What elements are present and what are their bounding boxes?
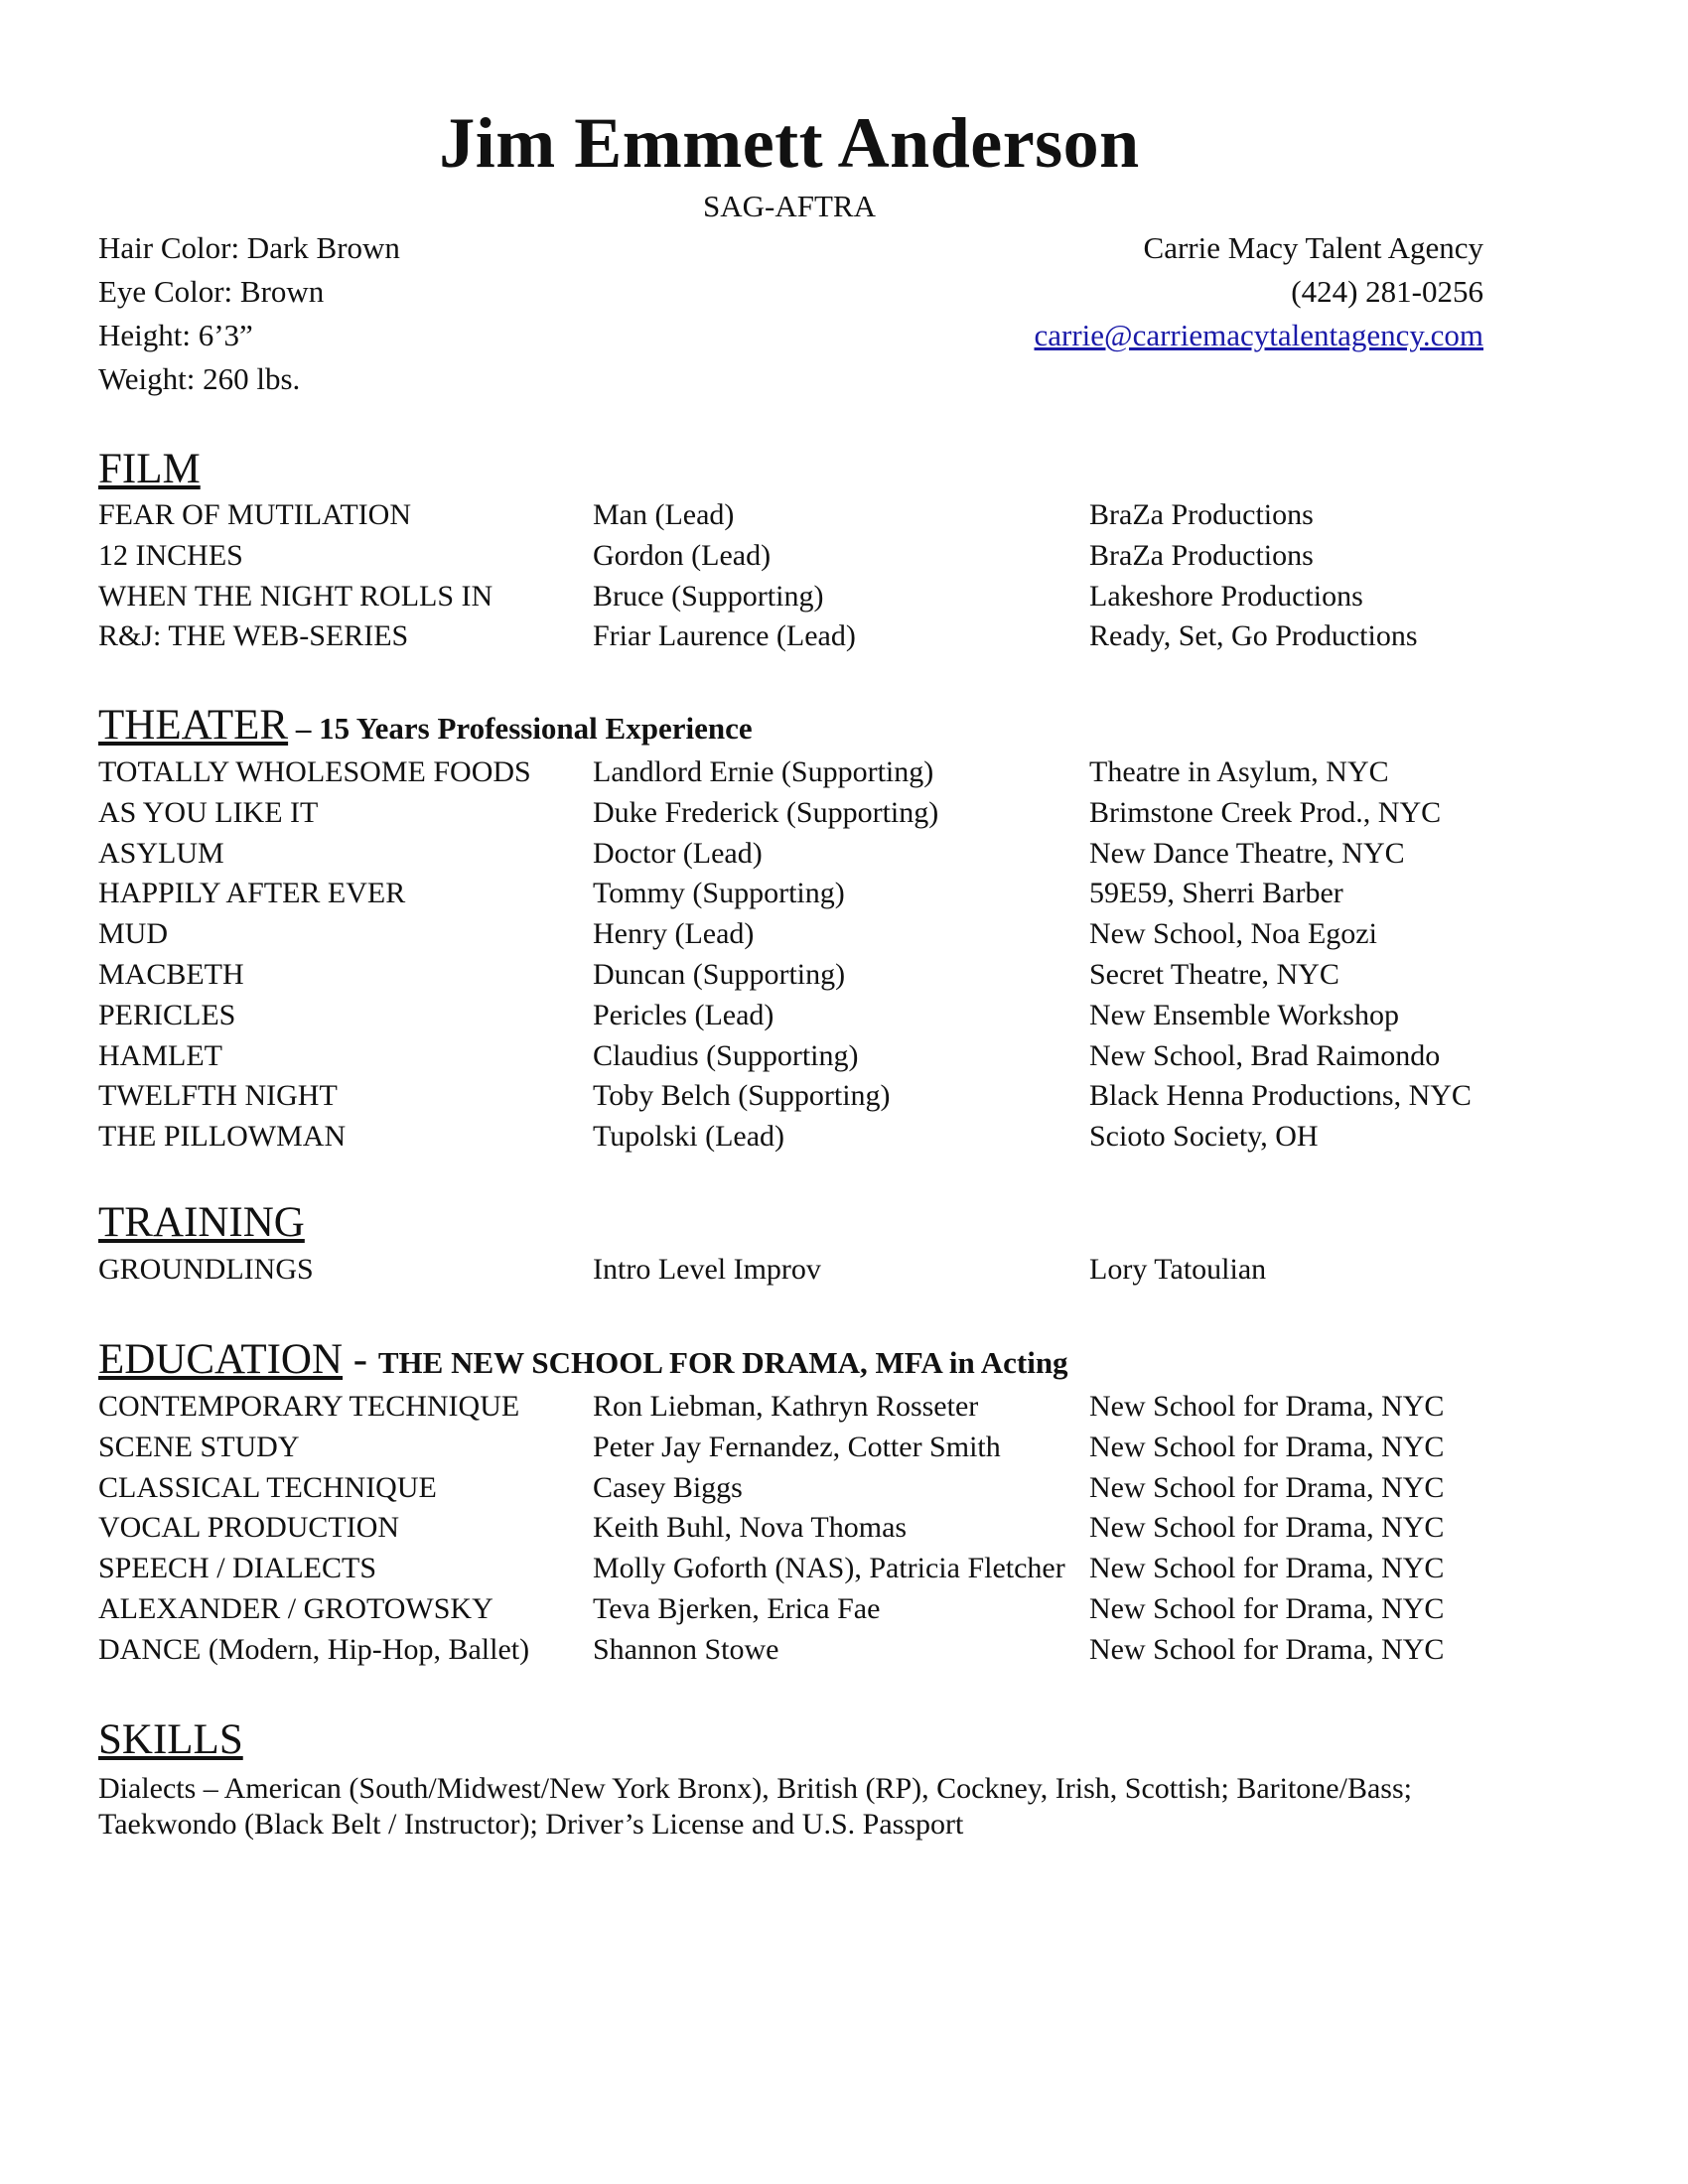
credit-role: Duncan (Supporting) (593, 957, 846, 991)
weight: Weight: 260 lbs. (98, 361, 301, 396)
credit-company: New School for Drama, NYC (1089, 1390, 1445, 1423)
union-affiliation: SAG-AFTRA (703, 189, 876, 223)
skills-heading (98, 1715, 243, 1765)
credit-title: CONTEMPORARY TECHNIQUE (98, 1390, 520, 1423)
credit-title: VOCAL PRODUCTION (98, 1511, 400, 1545)
credit-role: Casey Biggs (593, 1470, 743, 1504)
credit-company: New School, Noa Egozi (1089, 917, 1377, 951)
theater-heading (98, 701, 753, 753)
credit-role: Friar Laurence (Lead) (593, 619, 856, 653)
credit-role: Tommy (Supporting) (593, 877, 845, 910)
credit-company: Black Henna Productions, NYC (1089, 1079, 1472, 1113)
credit-title: GROUNDLINGS (98, 1253, 314, 1286)
credit-title: PERICLES (98, 998, 236, 1031)
credit-role: Duke Frederick (Supporting) (593, 795, 939, 829)
credit-role: Shannon Stowe (593, 1632, 779, 1666)
credit-company: Lakeshore Productions (1089, 579, 1363, 613)
education-title: EDUCATION (98, 1336, 344, 1383)
credit-role: Ron Liebman, Kathryn Rosseter (593, 1390, 979, 1423)
agency-email-link[interactable]: carrie@carriemacytalentagency.com (1034, 318, 1483, 352)
credit-role: Toby Belch (Supporting) (593, 1079, 891, 1113)
credit-role: Keith Buhl, Nova Thomas (593, 1511, 908, 1545)
film-title: FILM (98, 446, 201, 492)
credit-company: BraZa Productions (1089, 538, 1314, 572)
credit-company: New School for Drama, NYC (1089, 1552, 1445, 1585)
credit-company: New School for Drama, NYC (1089, 1511, 1445, 1545)
theater-subtitle: – 15 Years Professional Experience (288, 711, 753, 746)
credit-company: Secret Theatre, NYC (1089, 957, 1339, 991)
credit-role: Gordon (Lead) (593, 538, 772, 572)
credit-company: New Ensemble Workshop (1089, 998, 1399, 1031)
agency-phone: (424) 281-0256 (1291, 274, 1483, 309)
credit-company: Ready, Set, Go Productions (1089, 619, 1418, 653)
credit-role: Claudius (Supporting) (593, 1038, 859, 1072)
credit-company: New School for Drama, NYC (1089, 1430, 1445, 1463)
credit-title: DANCE (Modern, Hip-Hop, Ballet) (98, 1632, 530, 1666)
agency-contact (1035, 226, 1484, 357)
credit-company: Scioto Society, OH (1089, 1120, 1319, 1154)
credit-company: BraZa Productions (1089, 498, 1314, 531)
credit-company: Lory Tatoulian (1089, 1253, 1267, 1286)
credit-title: R&J: THE WEB-SERIES (98, 619, 409, 653)
credit-title: ALEXANDER / GROTOWSKY (98, 1591, 493, 1625)
credit-title: AS YOU LIKE IT (98, 795, 319, 829)
credit-title: CLASSICAL TECHNIQUE (98, 1470, 437, 1504)
credit-company: Theatre in Asylum, NYC (1089, 755, 1389, 788)
credit-role: Landlord Ernie (Supporting) (593, 755, 934, 788)
credit-title: HAPPILY AFTER EVER (98, 877, 406, 910)
height: Height: 6’3” (98, 318, 253, 352)
credit-company: Brimstone Creek Prod., NYC (1089, 795, 1442, 829)
skills-title: SKILLS (98, 1716, 243, 1763)
education-heading (98, 1335, 1068, 1388)
credit-title: MACBETH (98, 957, 244, 991)
credit-company: New School for Drama, NYC (1089, 1591, 1445, 1625)
credit-title: SPEECH / DIALECTS (98, 1552, 377, 1585)
credit-title: TOTALLY WHOLESOME FOODS (98, 755, 531, 788)
credit-title: THE PILLOWMAN (98, 1120, 347, 1154)
film-heading (98, 445, 201, 494)
credit-company: New School for Drama, NYC (1089, 1632, 1445, 1666)
credit-title: TWELFTH NIGHT (98, 1079, 338, 1113)
education-subtitle: THE NEW SCHOOL FOR DRAMA, MFA in Acting (377, 1345, 1068, 1380)
skills-text: Dialects – American (South/Midwest/New York Bronx), British (RP), Cockney, Irish, Scottish; Baritone/Bass; Taekwondo (Black Belt / Instructor); Driver’s License and U.S. Passport (98, 1772, 1412, 1841)
eye-color: Eye Color: Brown (98, 274, 325, 309)
credit-role: Henry (Lead) (593, 917, 755, 951)
hair-color: Hair Color: Dark Brown (98, 230, 400, 265)
training-heading (98, 1198, 305, 1248)
physical-stats (98, 226, 400, 401)
credit-title: FEAR OF MUTILATION (98, 498, 411, 531)
credit-role: Bruce (Supporting) (593, 579, 824, 613)
credit-company: New School, Brad Raimondo (1089, 1038, 1441, 1072)
credit-title: HAMLET (98, 1038, 222, 1072)
credit-role: Intro Level Improv (593, 1253, 821, 1286)
credit-role: Teva Bjerken, Erica Fae (593, 1591, 881, 1625)
theater-title: THEATER (98, 702, 289, 749)
credit-title: SCENE STUDY (98, 1430, 300, 1463)
credit-role: Doctor (Lead) (593, 836, 763, 870)
agency-name: Carrie Macy Talent Agency (1143, 230, 1483, 265)
training-title: TRAINING (98, 1199, 305, 1246)
credit-role: Pericles (Lead) (593, 998, 774, 1031)
credit-role: Man (Lead) (593, 498, 735, 531)
credit-role: Tupolski (Lead) (593, 1120, 785, 1154)
education-dash: - (343, 1336, 378, 1383)
credit-company: New Dance Theatre, NYC (1089, 836, 1405, 870)
credit-role: Molly Goforth (NAS), Patricia Fletcher (593, 1552, 1065, 1585)
credit-title: MUD (98, 917, 169, 951)
credit-company: New School for Drama, NYC (1089, 1470, 1445, 1504)
credit-company: 59E59, Sherri Barber (1089, 877, 1343, 910)
actor-name: Jim Emmett Anderson (439, 103, 1140, 183)
credit-role: Peter Jay Fernandez, Cotter Smith (593, 1430, 1001, 1463)
credit-title: 12 INCHES (98, 538, 243, 572)
credit-title: WHEN THE NIGHT ROLLS IN (98, 579, 493, 613)
credit-title: ASYLUM (98, 836, 224, 870)
